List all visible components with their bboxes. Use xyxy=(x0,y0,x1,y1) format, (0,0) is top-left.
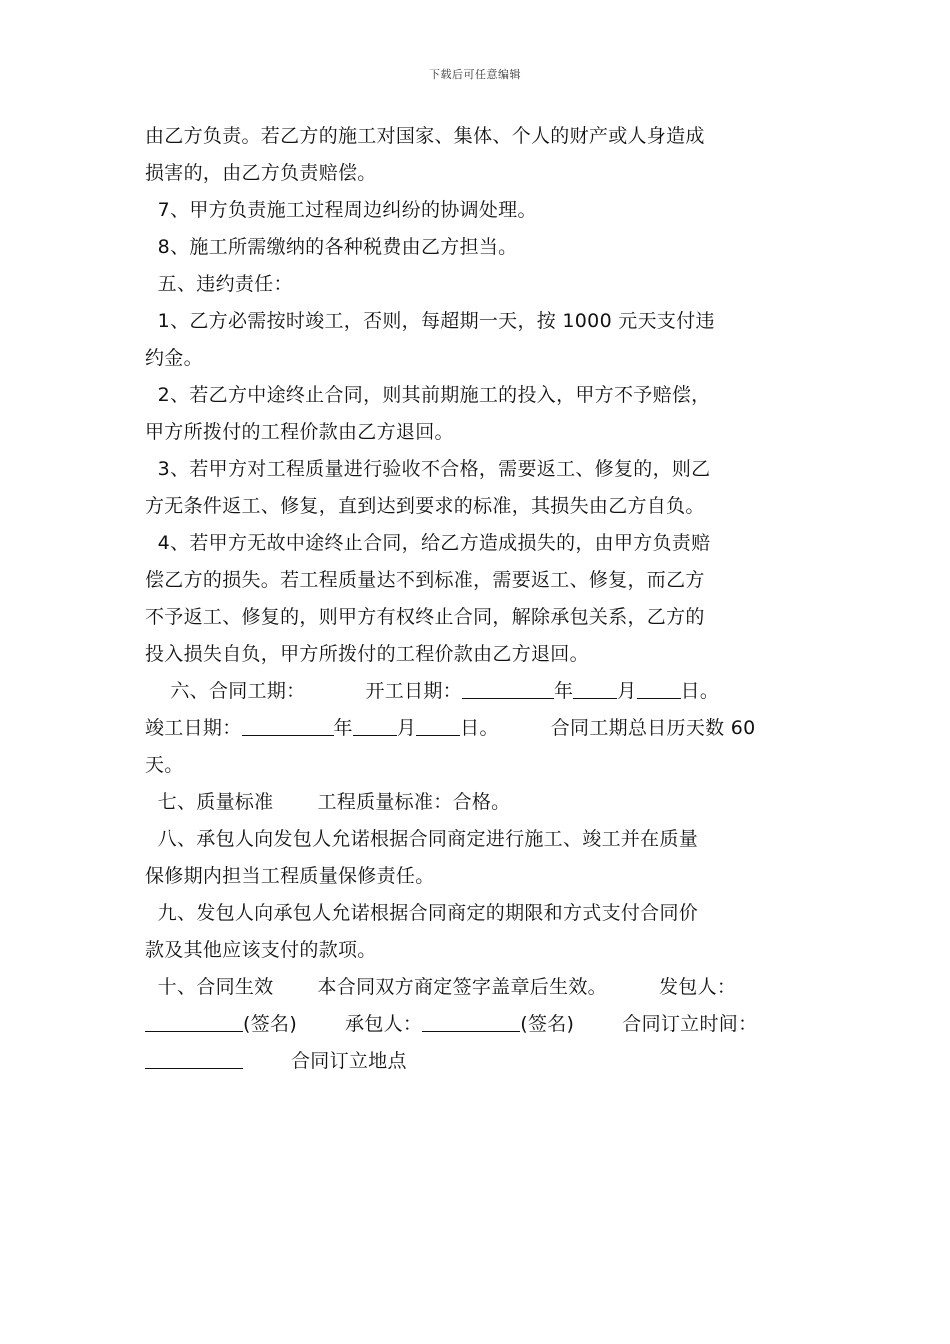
employer-signature-blank[interactable] xyxy=(145,1009,243,1032)
paragraph-line: 天。 xyxy=(145,754,184,776)
paragraph-line: 保修期内担当工程质量保修责任。 xyxy=(145,865,435,887)
contractor-label: 承包人： xyxy=(345,1013,423,1035)
paragraph-line: 款及其他应该支付的款项。 xyxy=(145,939,377,961)
section-heading-period: 六、合同工期： xyxy=(145,680,306,702)
paragraph-line: 损害的，由乙方负责赔偿。 xyxy=(145,162,377,184)
end-year-blank[interactable] xyxy=(242,713,334,736)
paragraph-line: 7、甲方负责施工过程周边纠纷的协调处理。 xyxy=(145,199,537,221)
effective-line xyxy=(145,969,815,1006)
end-day-blank[interactable] xyxy=(416,713,460,736)
paragraph-line: 1、乙方必需按时竣工，否则，每超期一天，按 1000 元天支付违 xyxy=(145,310,715,332)
paragraph-line: 八、承包人向发包人允诺根据合同商定进行施工、竣工并在质量 xyxy=(145,828,699,850)
signing-place-line xyxy=(145,1043,815,1080)
signing-time-label: 合同订立时间： xyxy=(622,1013,758,1035)
month-label: 月 xyxy=(617,680,637,702)
paragraph-line: 甲方所拨付的工程价款由乙方退回。 xyxy=(145,421,454,443)
paragraph-line: 2、若乙方中途终止合同，则其前期施工的投入，甲方不予赔偿， xyxy=(145,384,711,406)
signing-time-blank[interactable] xyxy=(145,1046,243,1069)
start-date-label: 开工日期： xyxy=(365,680,462,702)
quality-standard-line xyxy=(145,784,815,821)
paragraph-line: 4、若甲方无故中途终止合同，给乙方造成损失的，由甲方负责赔 xyxy=(145,532,711,554)
paragraph-line: 九、发包人向承包人允诺根据合同商定的期限和方式支付合同价 xyxy=(145,902,699,924)
employer-label: 发包人： xyxy=(659,976,737,998)
contractor-signature-blank[interactable] xyxy=(422,1009,520,1032)
paragraph-line: 方无条件返工、修复，直到达到要求的标准，其损失由乙方自负。 xyxy=(145,495,705,517)
paragraph-line: 3、若甲方对工程质量进行验收不合格，需要返工、修复的，则乙 xyxy=(145,458,711,480)
year-label: 年 xyxy=(333,717,353,739)
day-label: 日。 xyxy=(460,717,499,739)
start-month-blank[interactable] xyxy=(573,676,617,699)
completion-date-line xyxy=(145,710,815,747)
end-month-blank[interactable] xyxy=(353,713,397,736)
page-header: 下载后可任意编辑 xyxy=(429,68,521,81)
paragraph-line: 不予返工、修复的，则甲方有权终止合同，解除承包关系，乙方的 xyxy=(145,606,705,628)
paragraph-line: 约金。 xyxy=(145,347,203,369)
paragraph-line: 8、施工所需缴纳的各种税费由乙方担当。 xyxy=(145,236,518,258)
section-heading-breach: 五、违约责任： xyxy=(145,273,293,295)
start-year-blank[interactable] xyxy=(462,676,554,699)
total-days-label: 合同工期总日历天数 60 xyxy=(550,717,756,739)
quality-standard-value: 工程质量标准：合格。 xyxy=(317,791,511,813)
paragraph-line: 投入损失自负，甲方所拨付的工程价款由乙方退回。 xyxy=(145,643,589,665)
signature-line xyxy=(145,1006,815,1043)
section-heading-effective: 十、合同生效 xyxy=(145,976,274,998)
year-label: 年 xyxy=(553,680,574,702)
start-day-blank[interactable] xyxy=(637,676,681,699)
sign-label: (签名) xyxy=(520,1013,575,1035)
signing-place-label: 合同订立地点 xyxy=(291,1050,407,1072)
effective-text: 本合同双方商定签字盖章后生效。 xyxy=(317,976,607,998)
contract-period-line xyxy=(145,673,815,710)
paragraph-line: 偿乙方的损失。若工程质量达不到标准，需要返工、修复，而乙方 xyxy=(145,569,705,591)
completion-date-label: 竣工日期： xyxy=(145,717,242,739)
day-label: 日。 xyxy=(680,680,720,702)
month-label: 月 xyxy=(396,717,417,739)
document-body xyxy=(145,118,815,1080)
sign-label: (签名) xyxy=(243,1013,298,1035)
section-heading-quality: 七、质量标准 xyxy=(145,791,274,813)
paragraph-line: 由乙方负责。若乙方的施工对国家、集体、个人的财产或人身造成 xyxy=(145,125,705,147)
